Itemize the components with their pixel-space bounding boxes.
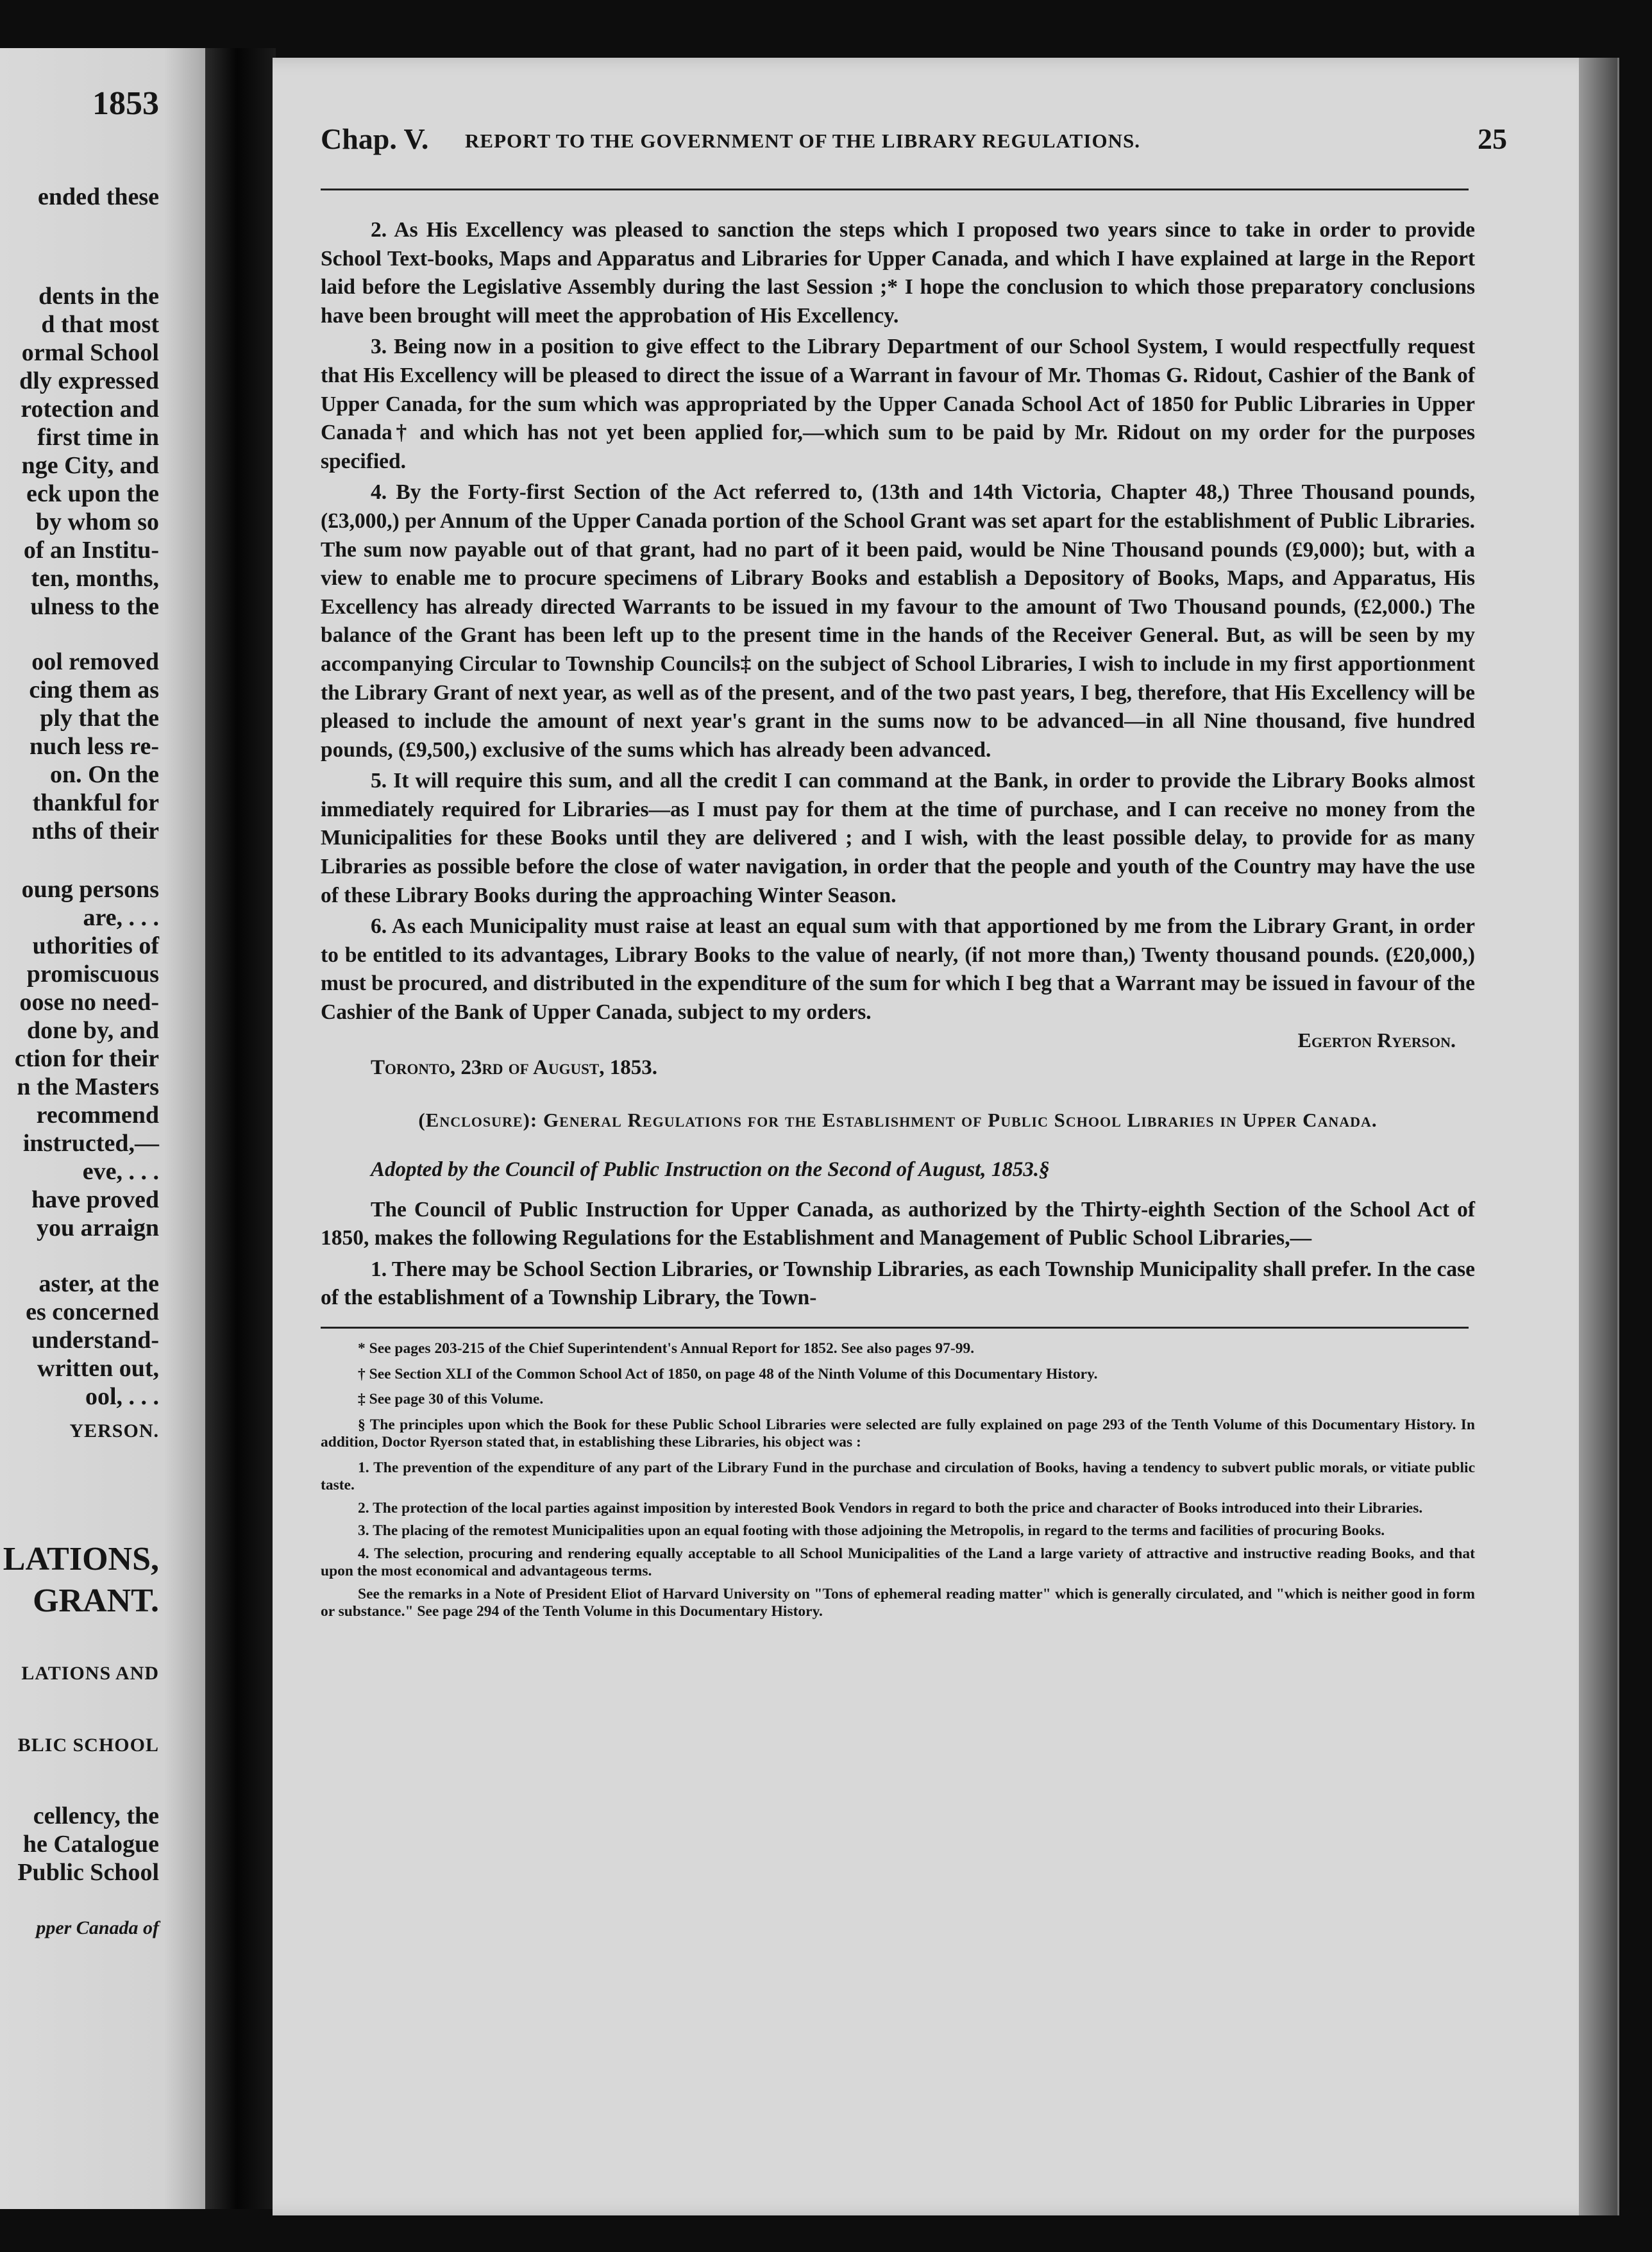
paragraph-5: 5. It will require this sum, and all the credit I can command at the Bank, in order to provide the Library Books almost immediately required for Libraries—as I must pay for them at the time of purchase, and I can receive no money from the Municipalities for these Books until they are delivered ; and I wish, with the least possible delay, to provide for as many Libraries as possible before the close of water navigation, in order that the people and youth of the Country may have the use of these Library Books during the approaching Winter Season. [321, 769, 1475, 907]
left-page-line: ction for their [14, 1045, 159, 1072]
left-page-line: thankful for [32, 789, 159, 816]
footnote-item-1: 1. The prevention of the expenditure of any part of the Library Fund in the purchase and circulation of Books, having a tendency to subvert public morals, or vitiate public taste. [321, 1459, 1475, 1493]
running-head [321, 122, 1507, 168]
book-gutter [205, 48, 276, 2209]
left-page-line: by whom so [35, 508, 159, 535]
footnote-item-3: 3. The placing of the remotest Municipalities upon an equal footing with those adjoining the Metropolis, in regard to the terms and facilities of procuring Books. [358, 1522, 1385, 1539]
regulation-1: 1. There may be School Section Libraries, or Township Libraries, as each Township Municipality shall prefer. In the case of the establishment of a Township Library, the Town- [321, 1257, 1475, 1310]
left-page-line: have proved [31, 1186, 159, 1213]
left-page-line: 1853 [92, 85, 159, 122]
left-page-line: LATIONS, [3, 1541, 159, 1577]
paragraph-3: 3. Being now in a position to give effect to the Library Department of our School System, I would respectfully request that His Excellency will be pleased to direct the issue of a Warrant in favour of Mr. Thomas G. Ridout, Cashier of the Bank of Upper Canada, for the sum which was appropriated by the Upper Canada School Act of 1850 for Public Libraries in Upper Canada† and which has not yet been applied for,—which sum to be paid by Mr. Ridout on my order for the purposes specified. [321, 335, 1475, 473]
left-page-line: dly expressed [19, 367, 159, 394]
chapter-label: Chap. V. [321, 122, 429, 155]
left-page-line: ool removed [31, 648, 159, 675]
paragraph-2: 2. As His Excellency was pleased to sanction the steps which I proposed two years since to take in order to provide School Text-books, Maps and Apparatus and Libraries for Upper Canada, and which I have explained at large in the Report laid before the Legislative Assembly during the last Session ;* I hope the conclusion to which those preparatory conclusions have been brought will meet the approbation of His Excellency. [321, 218, 1475, 328]
footnote-dagger: † See Section XLI of the Common School Act of 1850, on page 48 of the Ninth Volume of this Documentary History. [358, 1365, 1098, 1382]
left-page-line: ply that the [40, 705, 159, 732]
left-page-line: Public School [17, 1859, 159, 1886]
enclosure-heading: (Enclosure): General Regulations for the Establishment of Public School Libraries in Upper Canada. [418, 1108, 1378, 1131]
footnote-section: § The principles upon which the Book for these Public School Libraries were selected are fully explained on page 293 of the Tenth Volume of this Documentary History. In addition, Doctor Ryerson stated that, in establishing these Libraries, his object was : [321, 1416, 1475, 1450]
left-page-line: nuch less re- [30, 733, 159, 760]
running-title: REPORT TO THE GOVERNMENT OF THE LIBRARY REGULATIONS. [465, 130, 1140, 152]
paragraph-6: 6. As each Municipality must raise at least an equal sum with that apportioned by me from the Library Grant, in order to be entitled to its advantages, Library Books to the value of nearly, (if not more than,) Twenty thousand pounds. (£20,000,) must be procured, and distributed in the expenditure of the sum for which I beg that a Warrant may be issued in favour of the Cashier of the Bank of Upper Canada, subject to my orders. [321, 914, 1475, 1025]
left-page-line: nge City, and [21, 452, 159, 479]
left-page-line: on. On the [50, 761, 159, 788]
left-page-line: dents in the [38, 283, 159, 310]
left-page-line: rotection and [21, 396, 159, 423]
footnote-item-4: 4. The selection, procuring and rendering equally acceptable to all School Municipalities of the Land a large variety of attractive and instructive reading Books, and that upon the most economical and advantageous terms. [321, 1545, 1475, 1579]
left-page-line: ten, months, [31, 565, 159, 592]
council-paragraph: The Council of Public Instruction for Upper Canada, as authorized by the Thirty-eighth Section of the School Act of 1850, makes the following Regulations for the Establishment and Management of Public School Libraries,— [321, 1197, 1475, 1250]
left-page-line: he Catalogue [22, 1831, 159, 1858]
left-facing-page [0, 48, 205, 2209]
left-page-line: n the Masters [17, 1073, 159, 1100]
left-page-line: es concerned [26, 1298, 159, 1325]
left-page-line: written out, [37, 1355, 159, 1382]
left-page-line: understand- [31, 1327, 159, 1354]
left-page-line: aster, at the [38, 1270, 159, 1297]
footnote-double-dagger: ‡ See page 30 of this Volume. [358, 1391, 544, 1408]
left-page-line: are, . . . [83, 904, 159, 931]
left-page-line: YERSON. [69, 1420, 159, 1441]
left-page-line: nths of their [31, 818, 159, 844]
left-page-line: of an Institu- [23, 537, 159, 564]
left-page-line: recommend [36, 1102, 159, 1129]
left-page-line: instructed,— [22, 1130, 159, 1157]
left-page-line: ool, . . . [85, 1383, 159, 1410]
footnote-rule [321, 1327, 1469, 1329]
left-page-line: LATIONS AND [21, 1663, 159, 1684]
footnote-item-2: 2. The protection of the local parties against imposition by interested Book Vendors in regard to both the price and character of Books introduced into their Libraries. [358, 1499, 1423, 1517]
left-page-line: cing them as [29, 676, 159, 703]
footnote-eliot-remark: See the remarks in a Note of President Eliot of Harvard University on "Tons of ephemeral reading matter" which is generally circulated, and "which is neither good in form or substance." See page 294 of the Tenth Volume in this Documentary History. [321, 1585, 1475, 1620]
left-page-line: first time in [37, 424, 159, 451]
page-content [321, 122, 1507, 1626]
left-page-line: cellency, the [33, 1802, 159, 1829]
footnotes [321, 1340, 1475, 1621]
header-rule [321, 189, 1469, 190]
left-page-line: oung persons [21, 876, 159, 903]
left-page-line: promiscuous [26, 961, 159, 987]
left-page-line: ended these [38, 183, 159, 210]
left-page-line: done by, and [27, 1017, 159, 1044]
paragraph-4: 4. By the Forty-first Section of the Act referred to, (13th and 14th Victoria, Chapter 48,) Three Thousand pounds, (£3,000,) per Annum of the Upper Canada portion of the School Grant was set apart for the establishment of Public Libraries. The sum now payable out of that grant, had no part of it been paid, would be Nine Thousand pounds (£9,000); but, with a view to enable me to procure specimens of Library Books and establish a Depository of Books, Maps, and Apparatus, His Excellency has already directed Warrants to be issued in my favour to the amount of Two Thousand pounds, (£2,000.) The balance of the Grant has been left up to the present time in the hands of the Receiver General. But, as will be seen by my accompanying Circular to Township Councils‡ on the subject of School Libraries, I wish to include in my first apportionment the Library Grant of next year, as well as of the present, and of the two past years, I beg, therefore, that His Excellency will be pleased to include the amount of next year's grant in the sums now to be advanced—in all Nine thousand, five hundred pounds, (£9,500,) exclusive of the sums which has already been advanced. [321, 480, 1475, 762]
date-line: Toronto, 23rd of August, 1853. [371, 1055, 657, 1079]
left-page-line: BLIC SCHOOL [17, 1735, 159, 1756]
left-page-line: ulness to the [30, 593, 159, 620]
left-page-line: pper Canada of [36, 1917, 159, 1938]
signature: Egerton Ryerson. [1297, 1028, 1456, 1052]
left-page-line: oose no need- [19, 989, 159, 1016]
adopted-line: Adopted by the Council of Public Instruction on the Second of August, 1853.§ [371, 1157, 1050, 1181]
left-page-line: d that most [41, 311, 159, 338]
footnote-star: * See pages 203-215 of the Chief Superintendent's Annual Report for 1852. See also pages 97-99. [358, 1340, 975, 1357]
left-page-line: ormal School [21, 339, 159, 366]
left-page-line: eck upon the [26, 480, 159, 507]
left-page-line: GRANT. [33, 1583, 159, 1619]
left-page-line: uthorities of [32, 932, 159, 959]
left-page-line: you arraign [36, 1214, 159, 1241]
page-right-edge [1579, 58, 1617, 2215]
page-number: 25 [1478, 122, 1507, 155]
left-page-line: eve, . . . [82, 1158, 159, 1185]
main-page [273, 58, 1619, 2215]
